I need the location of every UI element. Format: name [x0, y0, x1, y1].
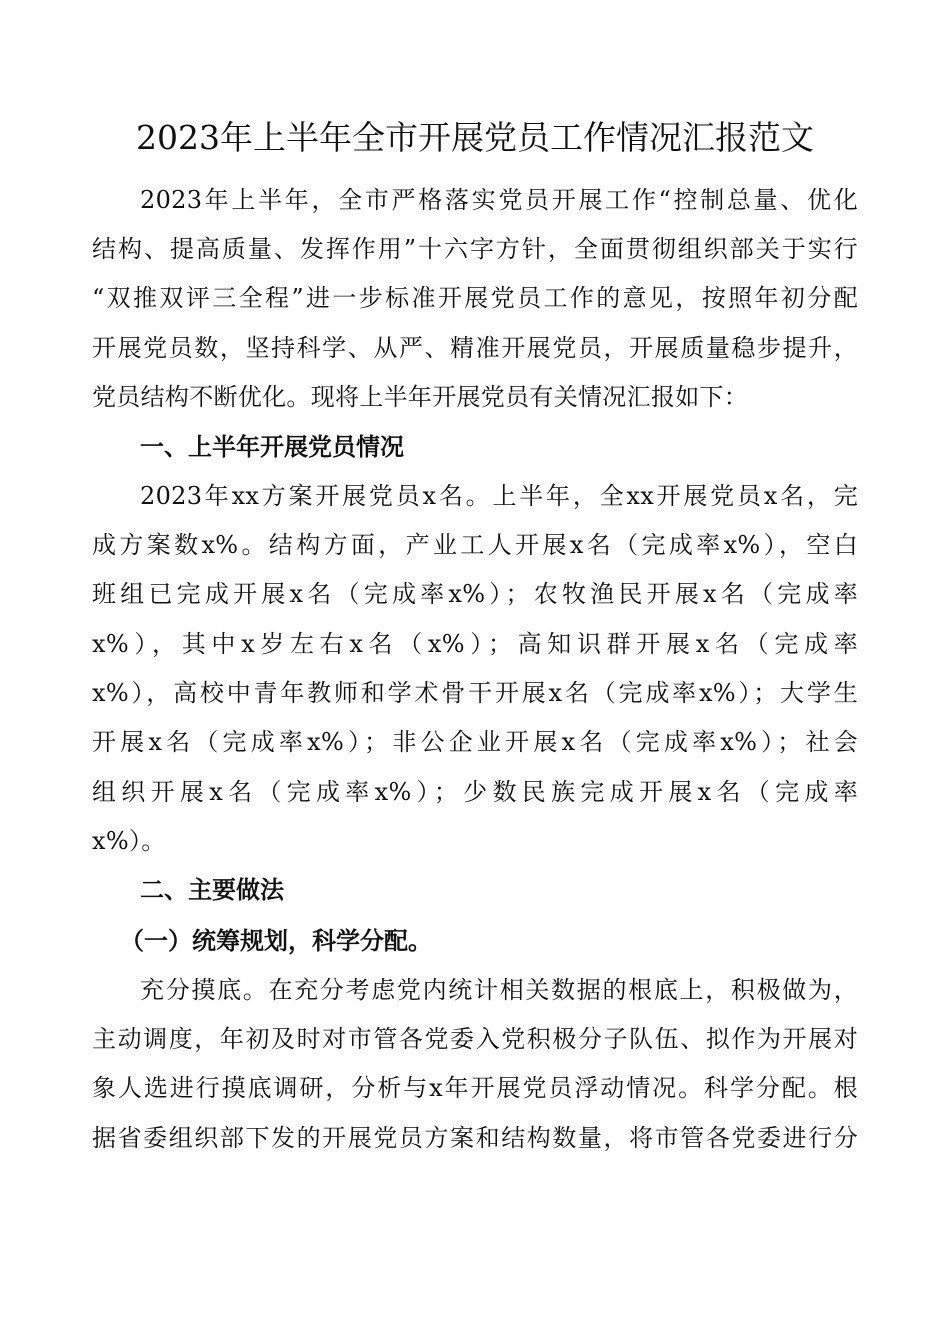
section-1-line-3: 班组已完成开展x名（完成率x%）；农牧渔民开展x名（完成率: [92, 580, 858, 608]
section-1-heading: 一、上半年开展党员情况: [140, 433, 404, 461]
section-1-line-7: 组织开展x名（完成率x%）；少数民族完成开展x名（完成率: [92, 778, 858, 806]
subsection-1-line-1: 充分摸底。在充分考虑党内统计相关数据的根底上，积极做为，: [140, 976, 858, 1004]
intro-line-4: 开展党员数，坚持科学、从严、精准开展党员，开展质量稳步提升，: [92, 334, 858, 362]
section-2-heading: 二、主要做法: [140, 876, 284, 904]
section-1-line-6: 开展x名（完成率x%）；非公企业开展x名（完成率x%）；社会: [92, 728, 858, 756]
section-1-line-2: 成方案数x%。结构方面，产业工人开展x名（完成率x%），空白: [92, 531, 858, 559]
section-1-line-8: x%）。: [92, 827, 166, 855]
subsection-1-line-2: 主动调度，年初及时对市管各党委入党积极分子队伍、拟作为开展对: [92, 1025, 858, 1053]
intro-line-3: “双推双评三全程”进一步标准开展党员工作的意见，按照年初分配: [92, 284, 858, 312]
section-1-line-4: x%），其中x岁左右x名（x%）；高知识群开展x名（完成率: [92, 630, 858, 658]
subsection-1-line-4: 据省委组织部下发的开展党员方案和结构数量，将市管各党委进行分: [92, 1124, 858, 1152]
intro-line-1: 2023年上半年，全市严格落实党员开展工作“控制总量、优化: [140, 186, 858, 214]
section-1-line-1: 2023年xx方案开展党员x名。上半年，全xx开展党员x名，完: [140, 482, 858, 510]
section-1-line-5: x%），高校中青年教师和学术骨干开展x名（完成率x%）；大学生: [92, 679, 858, 707]
intro-line-5: 党员结构不断优化。现将上半年开展党员有关情况汇报如下：: [92, 383, 749, 411]
subsection-1-line-3: 象人选进行摸底调研，分析与x年开展党员浮动情况。科学分配。根: [92, 1074, 858, 1102]
document-title: 2023年上半年全市开展党员工作情况汇报范文: [136, 118, 814, 157]
subsection-1-heading: （一）统筹规划，科学分配。: [120, 926, 432, 955]
intro-line-2: 结构、提高质量、发挥作用”十六字方针，全面贯彻组织部关于实行: [92, 235, 858, 263]
